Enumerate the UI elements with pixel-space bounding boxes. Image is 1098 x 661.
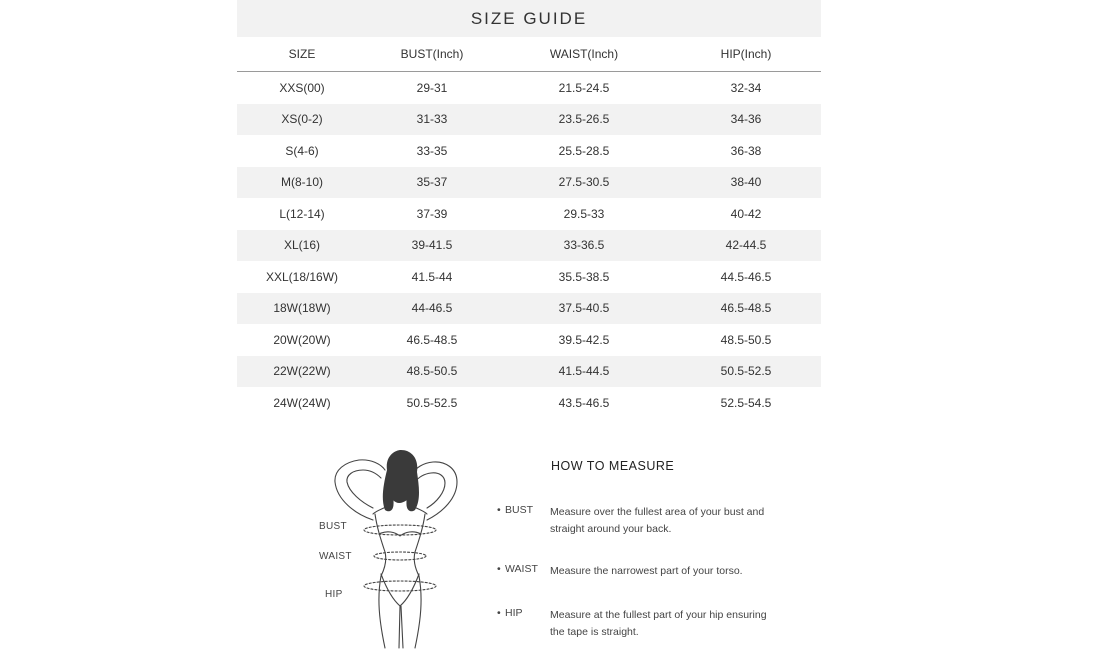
cell-bust: 33-35	[416, 143, 448, 158]
cell-bust: 31-33	[416, 112, 448, 127]
cell-hip: 42-44.5	[725, 238, 767, 253]
table-row	[237, 293, 821, 325]
table-row	[237, 72, 821, 104]
cell-size: XL(16)	[283, 238, 321, 253]
table-row	[237, 230, 821, 262]
table-row	[237, 387, 821, 419]
header-size: SIZE	[288, 47, 316, 61]
cell-bust: 35-37	[416, 175, 448, 190]
table-row	[237, 356, 821, 388]
cell-size: L(12-14)	[279, 206, 325, 221]
cell-bust: 39-41.5	[411, 238, 453, 253]
header-bust: BUST(Inch)	[400, 47, 464, 61]
figure-label-waist: WAIST	[319, 551, 352, 562]
cell-bust: 46.5-48.5	[406, 332, 458, 347]
cell-waist: 37.5-40.5	[558, 301, 610, 316]
bullet-icon: •	[497, 563, 501, 575]
table-row	[237, 135, 821, 167]
cell-size: 22W(22W)	[273, 364, 331, 379]
cell-size: 24W(24W)	[273, 395, 331, 410]
cell-hip: 48.5-50.5	[720, 332, 772, 347]
cell-hip: 52.5-54.5	[720, 395, 772, 410]
bullet-icon: •	[497, 607, 501, 619]
cell-size: XS(0-2)	[281, 112, 323, 127]
cell-bust: 48.5-50.5	[406, 364, 458, 379]
title-band	[237, 0, 821, 37]
cell-waist: 43.5-46.5	[558, 395, 610, 410]
measure-desc: Measure over the fullest area of your bust and straight around your back.	[550, 506, 765, 535]
bullet-icon: •	[497, 504, 501, 516]
cell-size: XXS(00)	[279, 80, 325, 95]
cell-hip: 34-36	[730, 112, 762, 127]
measurement-figure	[315, 448, 475, 656]
cell-hip: 44.5-46.5	[720, 269, 772, 284]
cell-waist: 41.5-44.5	[558, 364, 610, 379]
cell-waist: 29.5-33	[563, 206, 605, 221]
how-to-measure-title: HOW TO MEASURE	[551, 459, 675, 473]
cell-bust: 44-46.5	[411, 301, 453, 316]
cell-hip: 46.5-48.5	[720, 301, 772, 316]
cell-hip: 38-40	[730, 175, 762, 190]
cell-bust: 29-31	[416, 80, 448, 95]
measure-name: BUST	[505, 504, 534, 516]
cell-size: S(4-6)	[285, 143, 319, 158]
table-header	[237, 37, 821, 72]
size-guide-title: SIZE GUIDE	[470, 8, 588, 28]
size-guide-table	[237, 0, 821, 419]
table-row	[237, 104, 821, 136]
cell-hip: 36-38	[730, 143, 762, 158]
cell-bust: 50.5-52.5	[406, 395, 458, 410]
cell-hip: 50.5-52.5	[720, 364, 772, 379]
cell-waist: 23.5-26.5	[558, 112, 610, 127]
cell-size: M(8-10)	[280, 175, 323, 190]
table-row	[237, 324, 821, 356]
cell-hip: 32-34	[730, 80, 762, 95]
cell-bust: 41.5-44	[411, 269, 453, 284]
cell-hip: 40-42	[730, 206, 762, 221]
header-waist: WAIST(Inch)	[549, 47, 619, 61]
cell-size: 20W(20W)	[273, 332, 331, 347]
measure-name: WAIST	[505, 563, 538, 575]
cell-bust: 37-39	[416, 206, 448, 221]
cell-waist: 39.5-42.5	[558, 332, 610, 347]
table-row	[237, 261, 821, 293]
cell-waist: 27.5-30.5	[558, 175, 610, 190]
cell-waist: 21.5-24.5	[558, 80, 610, 95]
measure-desc: Measure the narrowest part of your torso.	[550, 565, 743, 577]
table-row	[237, 167, 821, 199]
cell-size: XXL(18/16W)	[265, 269, 339, 284]
cell-waist: 33-36.5	[563, 238, 605, 253]
cell-waist: 35.5-38.5	[558, 269, 610, 284]
header-hip: HIP(Inch)	[720, 47, 772, 61]
measure-name: HIP	[505, 607, 523, 619]
figure-label-bust: BUST	[319, 521, 347, 532]
measure-desc: Measure at the fullest part of your hip ensuring the tape is straight.	[550, 609, 767, 638]
table-row	[237, 198, 821, 230]
cell-size: 18W(18W)	[273, 301, 331, 316]
figure-label-hip: HIP	[325, 589, 343, 600]
cell-waist: 25.5-28.5	[558, 143, 610, 158]
